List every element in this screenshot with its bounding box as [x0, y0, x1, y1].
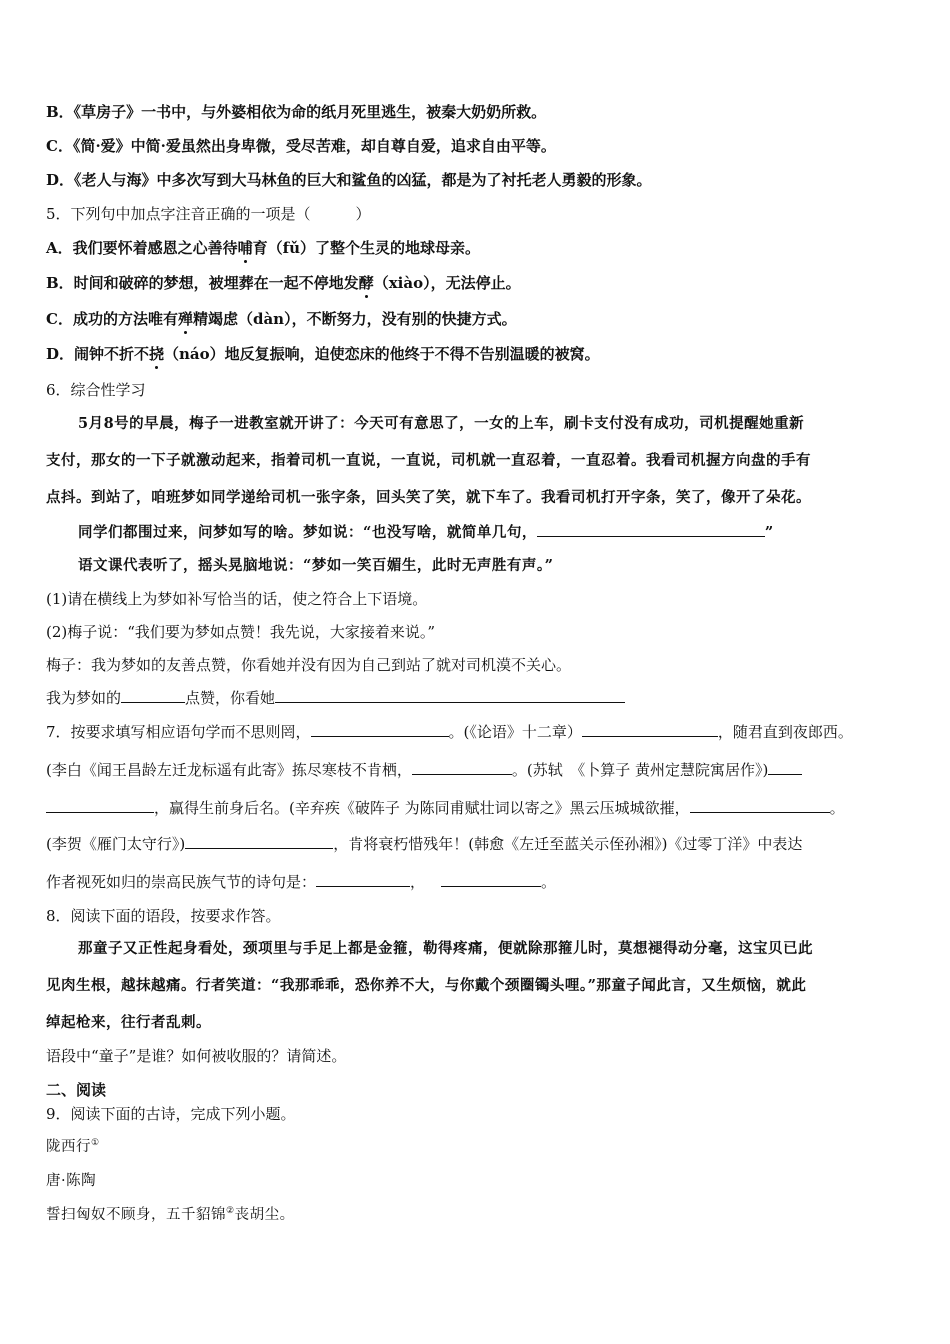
answer-blank[interactable] — [311, 722, 449, 737]
q6-subquestion-1: (1)请在横线上为梦如补写恰当的话，使之符合上下语境。 — [46, 590, 428, 608]
q6-passage-line: 点抖。到站了，咱班梦如同学递给司机一张字条，回头笑了笑，就下车了。我看司机打开字条，笑了，像开了朵花。 — [46, 489, 811, 506]
answer-blank[interactable] — [121, 688, 185, 703]
q4-option-b: B．《草房子》一书中，与外婆相依为命的纸月死里逃生，被秦大奶奶所救。 — [46, 103, 547, 121]
q7-line: (李贺《雁门太守行》) ，肯将衰朽惜残年！(韩愈《左迁至蓝关示侄孙湘》)《过零丁洋》中表达 — [46, 835, 803, 853]
section-title: 二、阅读 — [46, 1081, 107, 1099]
q5-option-a: A．我们要怀着感恩之心善待哺育（fǔ）了整个生灵的地球母亲。 — [46, 239, 481, 257]
dotted-char: 挠 — [149, 345, 165, 363]
q4-option-c: C．《简·爱》中简·爱虽然出身卑微，受尽苦难，却自尊自爱，追求自由平等。 — [46, 137, 556, 155]
q5-stem: 5．下列句中加点字注音正确的一项是（ ） — [46, 205, 371, 223]
q6-passage-line: 5月8号的早晨，梅子一进教室就开讲了：今天可有意思了，一女的上车，刷卡支付没有成功，司机提醒她重新 — [78, 415, 805, 432]
q4-option-d: D．《老人与海》中多次写到大马林鱼的巨大和鲨鱼的凶猛，都是为了衬托老人勇毅的形象。 — [46, 171, 652, 189]
q7-line: 7．按要求填写相应语句学而不思则罔， 。(《论语》十二章） ，随君直到夜郎西。 — [46, 723, 853, 741]
q5-option-c: C．成功的方法唯有殚精竭虑（dàn），不断努力，没有别的快捷方式。 — [46, 310, 517, 328]
answer-blank[interactable] — [690, 798, 830, 813]
q6-passage-line: 语文课代表听了，摇头晃脑地说：“梦如一笑百媚生，此时无声胜有声。” — [78, 557, 554, 574]
poem-author: 唐·陈陶 — [46, 1173, 97, 1189]
footnote-marker: ② — [226, 1206, 235, 1217]
answer-blank[interactable] — [46, 798, 154, 813]
answer-blank[interactable] — [185, 834, 333, 849]
answer-blank[interactable] — [582, 722, 718, 737]
answer-blank[interactable] — [275, 688, 625, 703]
answer-blank[interactable] — [537, 522, 765, 537]
footnote-marker: ① — [91, 1138, 100, 1149]
q6-passage-line: 支付，那女的一下子就激动起来，指着司机一直说，一直说，司机就一直忍着，一直忍着。我看司机握方向盘的手有 — [46, 452, 811, 469]
dotted-char: 殚 — [177, 310, 193, 328]
q5-option-b: B．时间和破碎的梦想，被埋葬在一起不停地发酵（xiào），无法停止。 — [46, 274, 521, 292]
q6-stem: 6．综合性学习 — [46, 381, 146, 399]
q6-passage-line: 同学们都围过来，问梦如写的啥。梦如说：“也没写啥，就简单几句， ” — [78, 524, 774, 541]
q7-line: (李白《闻王昌龄左迁龙标遥有此寄》拣尽寒枝不肯栖， 。(苏轼 《卜算子 黄州定慧院寓居作》) — [46, 760, 802, 780]
answer-blank[interactable] — [316, 872, 410, 887]
answer-blank[interactable] — [768, 760, 802, 775]
q5-option-d: D．闹钟不折不挠（náo）地反复振响，迫使恋床的他终于不得不告别温暖的被窝。 — [46, 345, 600, 363]
answer-blank[interactable] — [412, 760, 512, 775]
answer-blank[interactable] — [441, 872, 541, 887]
q6-subquestion-2: (2)梅子说：“我们要为梦如点赞！我先说，大家接着来说。” — [46, 623, 436, 641]
poem-line: 誓扫匈奴不顾身，五千貂锦②丧胡尘。 — [46, 1206, 295, 1223]
q8-passage-line: 绰起枪来，往行者乱刺。 — [46, 1014, 211, 1031]
q7-line: 作者视死如归的崇高民族气节的诗句是： ， 。 — [46, 873, 557, 891]
q8-question: 语段中“童子”是谁？如何被收服的？请简述。 — [46, 1047, 347, 1065]
q8-passage-line: 见肉生根，越抹越痛。行者笑道：“我那乖乖，恐你养不大，与你戴个颈圈镯头哩。”那童子闻此言，又生烦恼，就此 — [46, 977, 807, 994]
q7-line: ，赢得生前身后名。(辛弃疾《破阵子 为陈同甫赋壮词以寄之》黑云压城城欲摧， 。 — [46, 798, 845, 818]
q8-passage-line: 那童子又正性起身看处，颈项里与手足上都是金箍，勒得疼痛，便就除那箍儿时，莫想褪得动分毫，这宝贝已此 — [78, 940, 813, 957]
q6-example: 梅子：我为梦如的友善点赞，你看她并没有因为自己到站了就对司机漠不关心。 — [46, 656, 572, 674]
dotted-char: 哺 — [237, 239, 253, 257]
q9-stem: 9．阅读下面的古诗，完成下列小题。 — [46, 1105, 296, 1123]
dotted-char: 酵 — [358, 274, 374, 292]
q6-answer-line: 我为梦如的 点赞，你看她 — [46, 688, 625, 708]
poem-title: 陇西行① — [46, 1138, 100, 1155]
q8-stem: 8．阅读下面的语段，按要求作答。 — [46, 907, 281, 925]
